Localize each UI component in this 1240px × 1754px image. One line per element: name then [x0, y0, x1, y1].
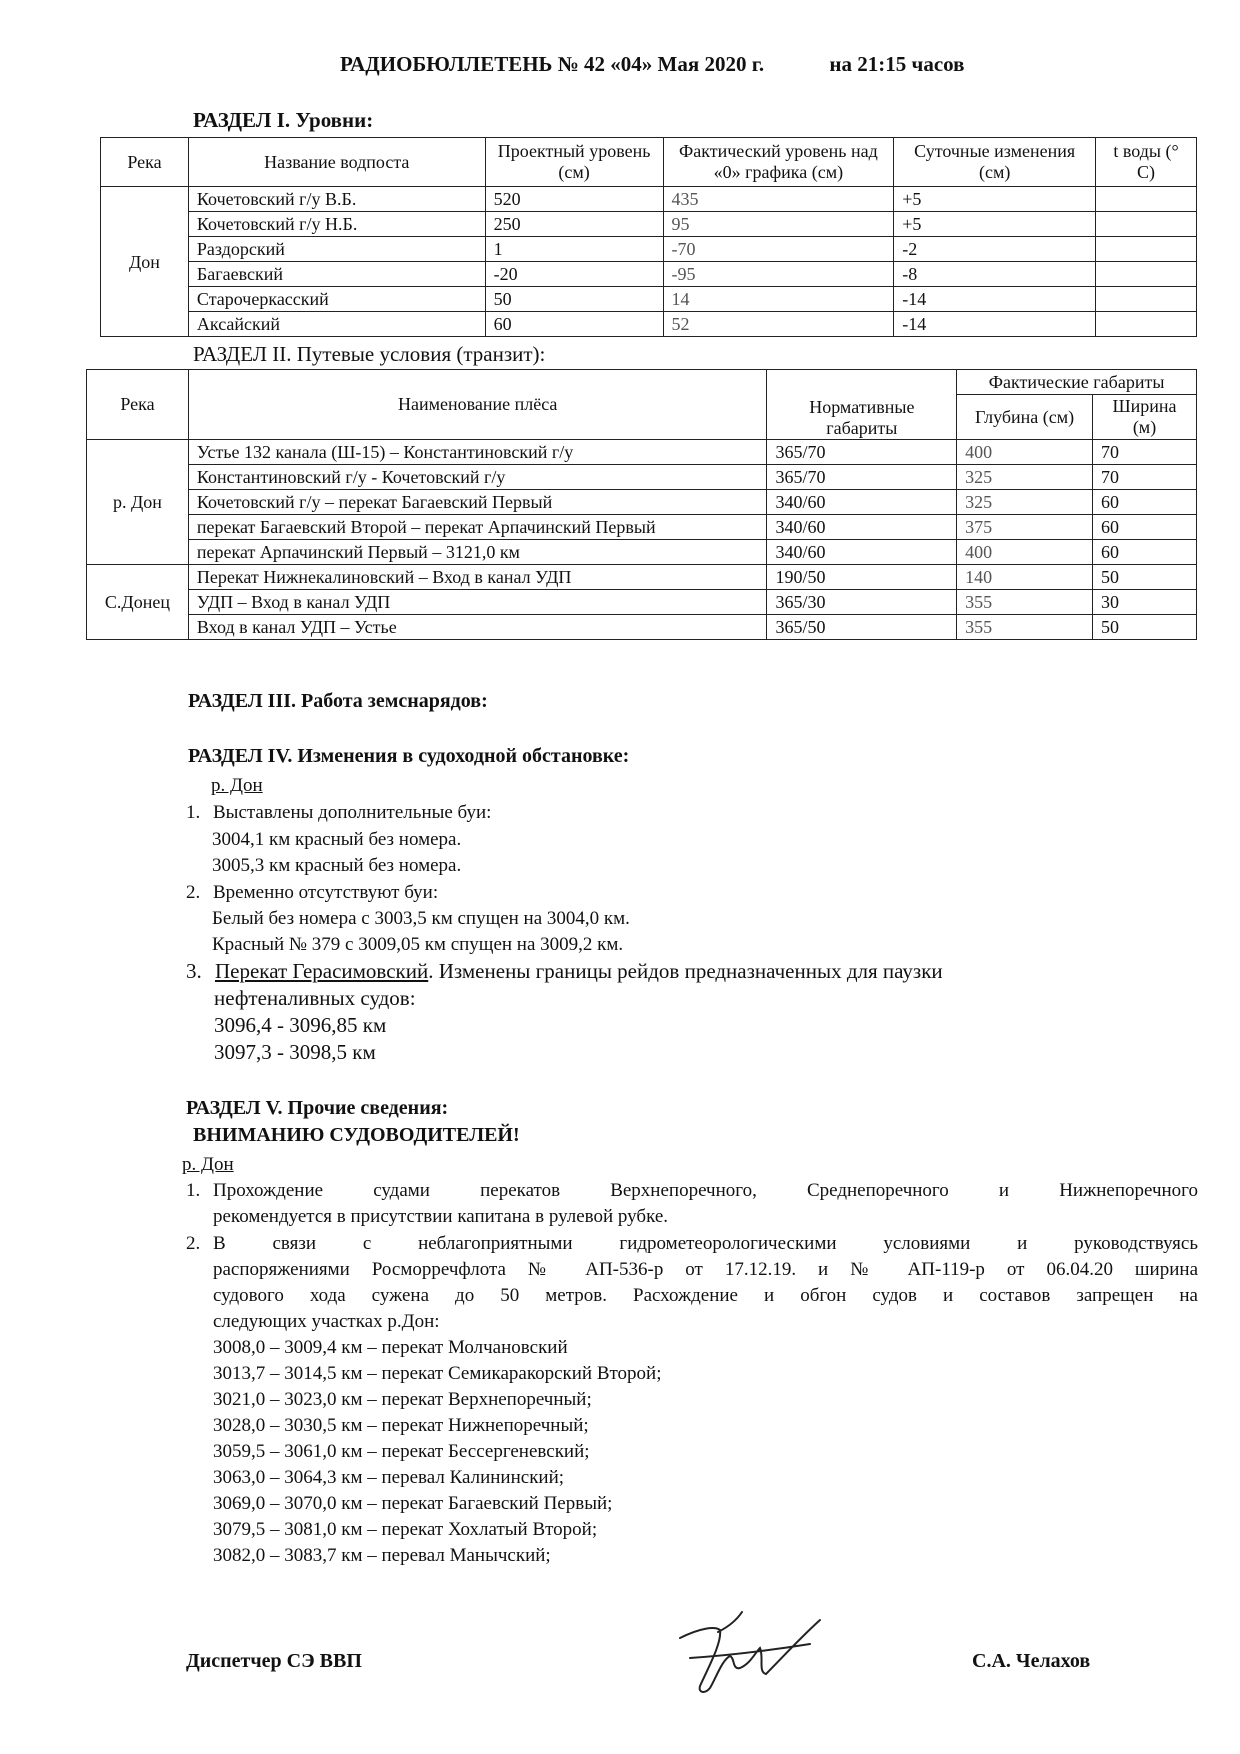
project-cell: 60: [485, 312, 663, 337]
item-text-line: Прохождение судами перекатов Верхнепоречного, Среднепоречного и Нижнепоречного: [213, 1180, 1198, 1201]
restricted-site: 3063,0 – 3064,3 км – перевал Калининский;: [213, 1467, 565, 1488]
item-text-line: судового хода сужена до 50 метров. Расхождение и обгон судов и составов запрещен на: [213, 1285, 1198, 1306]
bulletin-time: на 21:15 часов: [829, 52, 965, 76]
depth-cell: 325: [957, 490, 1093, 515]
stretch-cell: УДП – Вход в канал УДП: [188, 590, 767, 615]
restricted-site: 3021,0 – 3023,0 км – перекат Верхнепоречный;: [213, 1389, 592, 1410]
col-project-level: Проектный уровень (см): [485, 138, 663, 187]
post-cell: Старочеркасский: [188, 287, 485, 312]
restricted-site: 3082,0 – 3083,7 км – перевал Манычский;: [213, 1545, 551, 1566]
item-number: 3.: [186, 959, 202, 983]
width-cell: 60: [1093, 490, 1197, 515]
list-subitem: Красный № 379 с 3009,05 км спущен на 3009,2 км.: [212, 934, 624, 955]
section3-title: РАЗДЕЛ III. Работа земснарядов:: [188, 690, 488, 712]
depth-cell: 375: [957, 515, 1093, 540]
item-text: . Изменены границы рейдов предназначенных для паузки: [428, 959, 943, 983]
list-subitem: 3096,4 - 3096,85 км: [214, 1013, 387, 1037]
bulletin-title: РАДИОБЮЛЛЕТЕНЬ № 42 «04» Мая 2020 г.: [340, 52, 765, 76]
depth-cell: 355: [957, 590, 1093, 615]
table-row: [87, 515, 1197, 540]
stretch-cell: Устье 132 канала (Ш-15) – Константиновский г/у: [188, 440, 767, 465]
stretch-cell: перекат Багаевский Второй – перекат Арпачинский Первый: [188, 515, 767, 540]
list-subitem: Белый без номера с 3003,5 км спущен на 3004,0 км.: [212, 908, 630, 929]
project-cell: 250: [485, 212, 663, 237]
table-row: [87, 540, 1197, 565]
width-cell: 60: [1093, 515, 1197, 540]
depth-cell: 400: [957, 540, 1093, 565]
project-cell: 50: [485, 287, 663, 312]
list-item-continuation: нефтеналивных судов:: [214, 986, 416, 1010]
stretch-cell: перекат Арпачинский Первый – 3121,0 км: [188, 540, 767, 565]
section5-title: РАЗДЕЛ V. Прочие сведения:: [186, 1097, 449, 1119]
restricted-site: 3079,5 – 3081,0 км – перекат Хохлатый Второй;: [213, 1519, 598, 1540]
temp-cell: [1096, 237, 1197, 262]
item-text-line: рекомендуется в присутствии капитана в рулевой рубке.: [213, 1206, 669, 1227]
table-row: [87, 465, 1197, 490]
attention-heading: ВНИМАНИЮ СУДОВОДИТЕЛЕЙ!: [193, 1124, 520, 1146]
item-text-line: В связи с неблагоприятными гидрометеорологическими условиями и руководствуясь: [213, 1233, 1198, 1254]
depth-cell: 355: [957, 615, 1093, 640]
levels-table: [100, 137, 1197, 337]
signatory-name: С.А. Челахов: [972, 1650, 1091, 1672]
list-subitem: 3097,3 - 3098,5 км: [214, 1040, 376, 1064]
normative-cell: 365/70: [767, 440, 957, 465]
section2-title: РАЗДЕЛ II. Путевые условия (транзит):: [193, 342, 546, 366]
stretch-cell: Кочетовский г/у – перекат Багаевский Первый: [188, 490, 767, 515]
river-cell: Дон: [101, 187, 189, 337]
signatory-position: Диспетчер СЭ ВВП: [186, 1650, 362, 1672]
col-actual-level: Фактический уровень над «0» графика (см): [663, 138, 894, 187]
normative-cell: 340/60: [767, 490, 957, 515]
table-row: [101, 187, 1197, 212]
col-normative: Нормативные габариты: [767, 370, 957, 440]
signature-icon: [660, 1598, 830, 1708]
list-item: [186, 958, 943, 984]
restricted-site: 3069,0 – 3070,0 км – перекат Багаевский Первый;: [213, 1493, 613, 1514]
col-depth: Глубина (см): [957, 395, 1093, 440]
item-number: 2.: [186, 1233, 201, 1254]
item-link[interactable]: Перекат Герасимовский: [215, 959, 429, 983]
list-item: [186, 800, 491, 826]
post-cell: Кочетовский г/у В.Б.: [188, 187, 485, 212]
item-text-line: следующих участках р.Дон:: [213, 1311, 440, 1332]
table-row: [101, 312, 1197, 337]
normative-cell: 340/60: [767, 540, 957, 565]
change-cell: -8: [894, 262, 1096, 287]
table-row: [101, 287, 1197, 312]
list-item: [186, 880, 438, 906]
route-table-header-row: [87, 370, 1197, 395]
table-row: [87, 615, 1197, 640]
table-row: [101, 237, 1197, 262]
section4-title: РАЗДЕЛ IV. Изменения в судоходной обстановке:: [188, 745, 630, 767]
table-row: [101, 262, 1197, 287]
item-text: Временно отсутствуют буи:: [213, 882, 439, 903]
actual-cell: 14: [663, 287, 894, 312]
item-number: 1.: [186, 802, 201, 823]
restricted-site: 3013,7 – 3014,5 км – перекат Семикаракорский Второй;: [213, 1363, 662, 1384]
width-cell: 30: [1093, 590, 1197, 615]
post-cell: Кочетовский г/у Н.Б.: [188, 212, 485, 237]
post-cell: Аксайский: [188, 312, 485, 337]
actual-cell: 52: [663, 312, 894, 337]
item-text: Выставлены дополнительные буи:: [213, 802, 492, 823]
post-cell: Раздорский: [188, 237, 485, 262]
normative-cell: 340/60: [767, 515, 957, 540]
width-cell: 50: [1093, 615, 1197, 640]
temp-cell: [1096, 187, 1197, 212]
levels-table-header-row: [101, 138, 1197, 187]
width-cell: 50: [1093, 565, 1197, 590]
width-cell: 70: [1093, 465, 1197, 490]
table-row: [87, 590, 1197, 615]
post-cell: Багаевский: [188, 262, 485, 287]
col-stretch: Наименование плёса: [188, 370, 767, 440]
change-cell: -2: [894, 237, 1096, 262]
temp-cell: [1096, 212, 1197, 237]
route-table: [86, 369, 1197, 640]
change-cell: -14: [894, 287, 1096, 312]
stretch-cell: Перекат Нижнекалиновский – Вход в канал УДП: [188, 565, 767, 590]
river-cell: р. Дон: [87, 440, 189, 565]
table-row: [101, 212, 1197, 237]
depth-cell: 325: [957, 465, 1093, 490]
table-row: [87, 565, 1197, 590]
width-cell: 60: [1093, 540, 1197, 565]
normative-cell: 365/70: [767, 465, 957, 490]
actual-cell: -70: [663, 237, 894, 262]
table-row: [87, 490, 1197, 515]
bulletin-header: [340, 52, 964, 77]
table-row: [87, 440, 1197, 465]
section1-title: РАЗДЕЛ I. Уровни:: [193, 108, 374, 132]
item-text-line: распоряжениями Росморречфлота № АП-536-р от 17.12.19. и № АП-119-р от 06.04.20 ширина: [213, 1259, 1198, 1280]
river-cell: С.Донец: [87, 565, 189, 640]
restricted-site: 3059,5 – 3061,0 км – перекат Бессергеневский;: [213, 1441, 590, 1462]
normative-cell: 365/30: [767, 590, 957, 615]
actual-cell: -95: [663, 262, 894, 287]
list-subitem: 3005,3 км красный без номера.: [212, 855, 462, 876]
item-number: 2.: [186, 882, 201, 903]
depth-cell: 140: [957, 565, 1093, 590]
col-actual-group: Фактические габариты: [957, 370, 1197, 395]
col-daily-change: Суточные изменения (см): [894, 138, 1096, 187]
temp-cell: [1096, 262, 1197, 287]
col-water-temp: t воды (° C): [1096, 138, 1197, 187]
width-cell: 70: [1093, 440, 1197, 465]
actual-cell: 435: [663, 187, 894, 212]
list-subitem: 3004,1 км красный без номера.: [212, 829, 462, 850]
stretch-cell: Вход в канал УДП – Устье: [188, 615, 767, 640]
restricted-site: 3028,0 – 3030,5 км – перекат Нижнепоречный;: [213, 1415, 589, 1436]
project-cell: 520: [485, 187, 663, 212]
col-post: Название водпоста: [188, 138, 485, 187]
item-number: 1.: [186, 1180, 201, 1201]
change-cell: +5: [894, 187, 1096, 212]
restricted-site: 3008,0 – 3009,4 км – перекат Молчановский: [213, 1337, 568, 1358]
col-river: Река: [87, 370, 189, 440]
stretch-cell: Константиновский г/у - Кочетовский г/у: [188, 465, 767, 490]
change-cell: -14: [894, 312, 1096, 337]
project-cell: 1: [485, 237, 663, 262]
temp-cell: [1096, 287, 1197, 312]
col-river: Река: [101, 138, 189, 187]
project-cell: -20: [485, 262, 663, 287]
actual-cell: 95: [663, 212, 894, 237]
change-cell: +5: [894, 212, 1096, 237]
col-width: Ширина (м): [1093, 395, 1197, 440]
temp-cell: [1096, 312, 1197, 337]
section4-river: р. Дон: [211, 775, 263, 796]
section5-river: р. Дон: [182, 1154, 234, 1175]
normative-cell: 190/50: [767, 565, 957, 590]
normative-cell: 365/50: [767, 615, 957, 640]
depth-cell: 400: [957, 440, 1093, 465]
